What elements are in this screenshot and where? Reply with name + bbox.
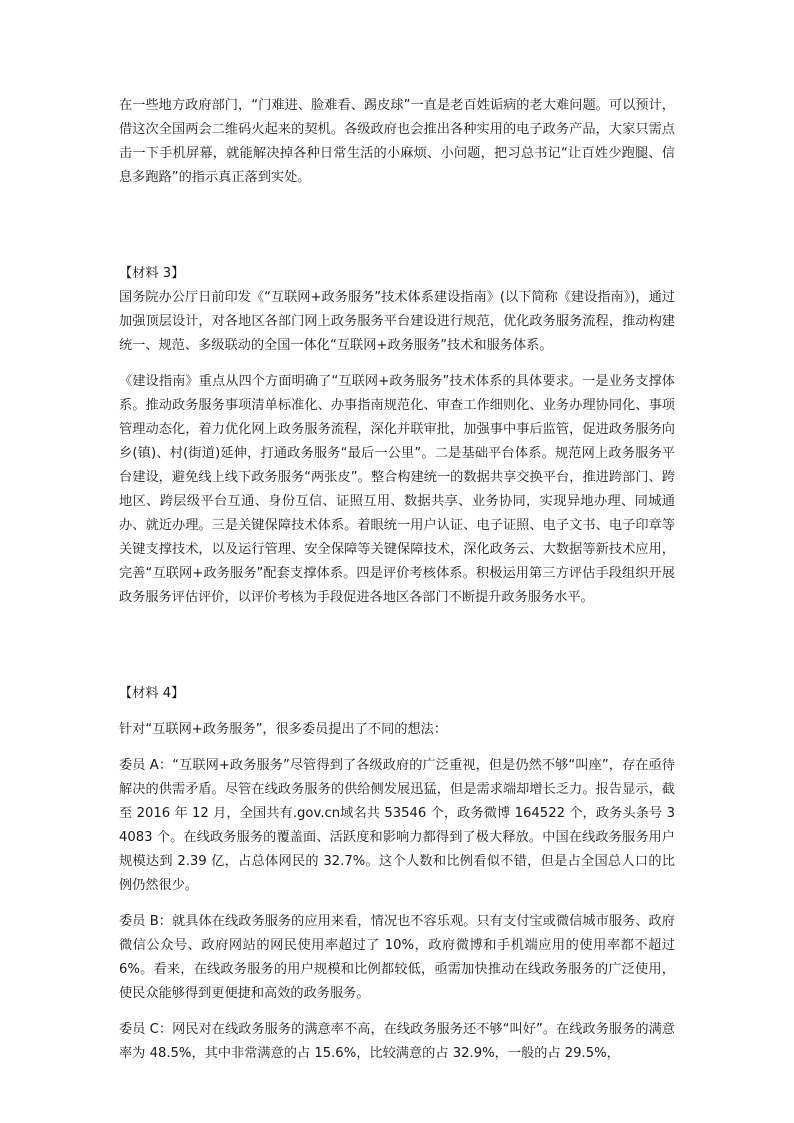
spacer bbox=[119, 898, 675, 910]
spacer bbox=[119, 358, 675, 370]
committee-b-paragraph: 委员 B：就具体在线政务服务的应用来看，情况也不容乐观。只有支付宝或微信城市服务、政府微信公众号、政府网站的网民使用率超过了 10%，政府微博和手机端应用的使用率都不超过 6%。看来，在线政务服务的用户规模和比例都较低，亟需加快推动在线政务服务的广泛使用，使民众能够得到更便捷和高效的政务服务。 bbox=[119, 914, 675, 1001]
spacer bbox=[119, 706, 675, 718]
committee-a-paragraph: 委员 A：“互联网+政务服务”尽管得到了各级政府的广泛重视，但是仍然不够“叫座”，存在亟待解决的供需矛盾。尽管在线政务服务的供给侧发展迅猛，但是需求端却增长乏力。报告显示，截至 2016 年 12 月，全国共有.gov.cn域名共 53546 个，政务微博 164522 个，政务头条号 34083 个。在线政务服务的覆盖面、活跃度和影响力都得到了极大释放。中国在线政务服务用户规模达到 2.39 亿，占总体网民的 32.7%。这个人数和比例看似不错，但是占全国总人口的比例仍然很少。 bbox=[119, 758, 675, 893]
material-4-paragraph-1: 针对“互联网+政务服务”，很多委员提出了不同的想法： bbox=[119, 722, 448, 737]
material-4-heading: 【材料 4】 bbox=[119, 686, 185, 701]
committee-c-paragraph: 委员 C：网民对在线政务服务的满意率不高，在线政务服务还不够“叫好”。在线政务服务的满意率为 48.5%，其中非常满意的占 15.6%，比较满意的占 32.9%，一般的占 29.5%， bbox=[119, 1022, 675, 1061]
intro-paragraph: 在一些地方政府部门，“门难进、脸难看、踢皮球”一直是老百姓诟病的老大难问题。可以预计，借这次全国两会二维码火起来的契机。各级政府也会推出各种实用的电子政务产品，大家只需点击一下手机屏幕，就能解决掉各种日常生活的小麻烦、小问题，把习总书记“让百姓少跑腿、信息多跑路”的指示真正落到实处。 bbox=[119, 98, 675, 185]
material-3-paragraph-2: 《建设指南》重点从四个方面明确了“互联网+政务服务”技术体系的具体要求。一是业务支撑体系。推动政务服务事项清单标准化、办事指南规范化、审查工作细则化、业务办理协同化、事项管理动态化，着力优化网上政务服务流程，深化并联审批，加强事中事后监管，促进政务服务向乡(镇)、村(街道)延伸，打通政务服务“最后一公里”。二是基础平台体系。规范网上政务服务平台建设，避免线上线下政务服务“两张皮”。整合构建统一的数据共享交换平台，推进跨部门、跨地区、跨层级平台互通、身份互信、证照互用、数据共享、业务协同，实现异地办理、同城通办、就近办理。三是关键保障技术体系。着眼统一用户认证、电子证照、电子文书、电子印章等关键支撑技术，以及运行管理、安全保障等关键保障技术，深化政务云、大数据等新技术应用，完善“互联网+政务服务”配套支撑体系。四是评价考核体系。积极运用第三方评估手段组织开展政务服务评估评价，以评价考核为手段促进各地区各部门不断提升政务服务水平。 bbox=[119, 374, 675, 605]
spacer bbox=[119, 742, 675, 754]
spacer bbox=[119, 190, 675, 262]
document-page bbox=[119, 94, 675, 1066]
spacer bbox=[119, 610, 675, 682]
material-3-paragraph-1: 国务院办公厅日前印发《“互联网+政务服务”技术体系建设指南》(以下简称《建设指南》)，通过加强顶层设计，对各地区各部门网上政务服务平台建设进行规范，优化政务服务流程，推动构建统一、规范、多级联动的全国一体化“互联网+政务服务”技术和服务体系。 bbox=[119, 290, 675, 353]
material-3-heading: 【材料 3】 bbox=[119, 266, 185, 281]
spacer bbox=[119, 1006, 675, 1018]
